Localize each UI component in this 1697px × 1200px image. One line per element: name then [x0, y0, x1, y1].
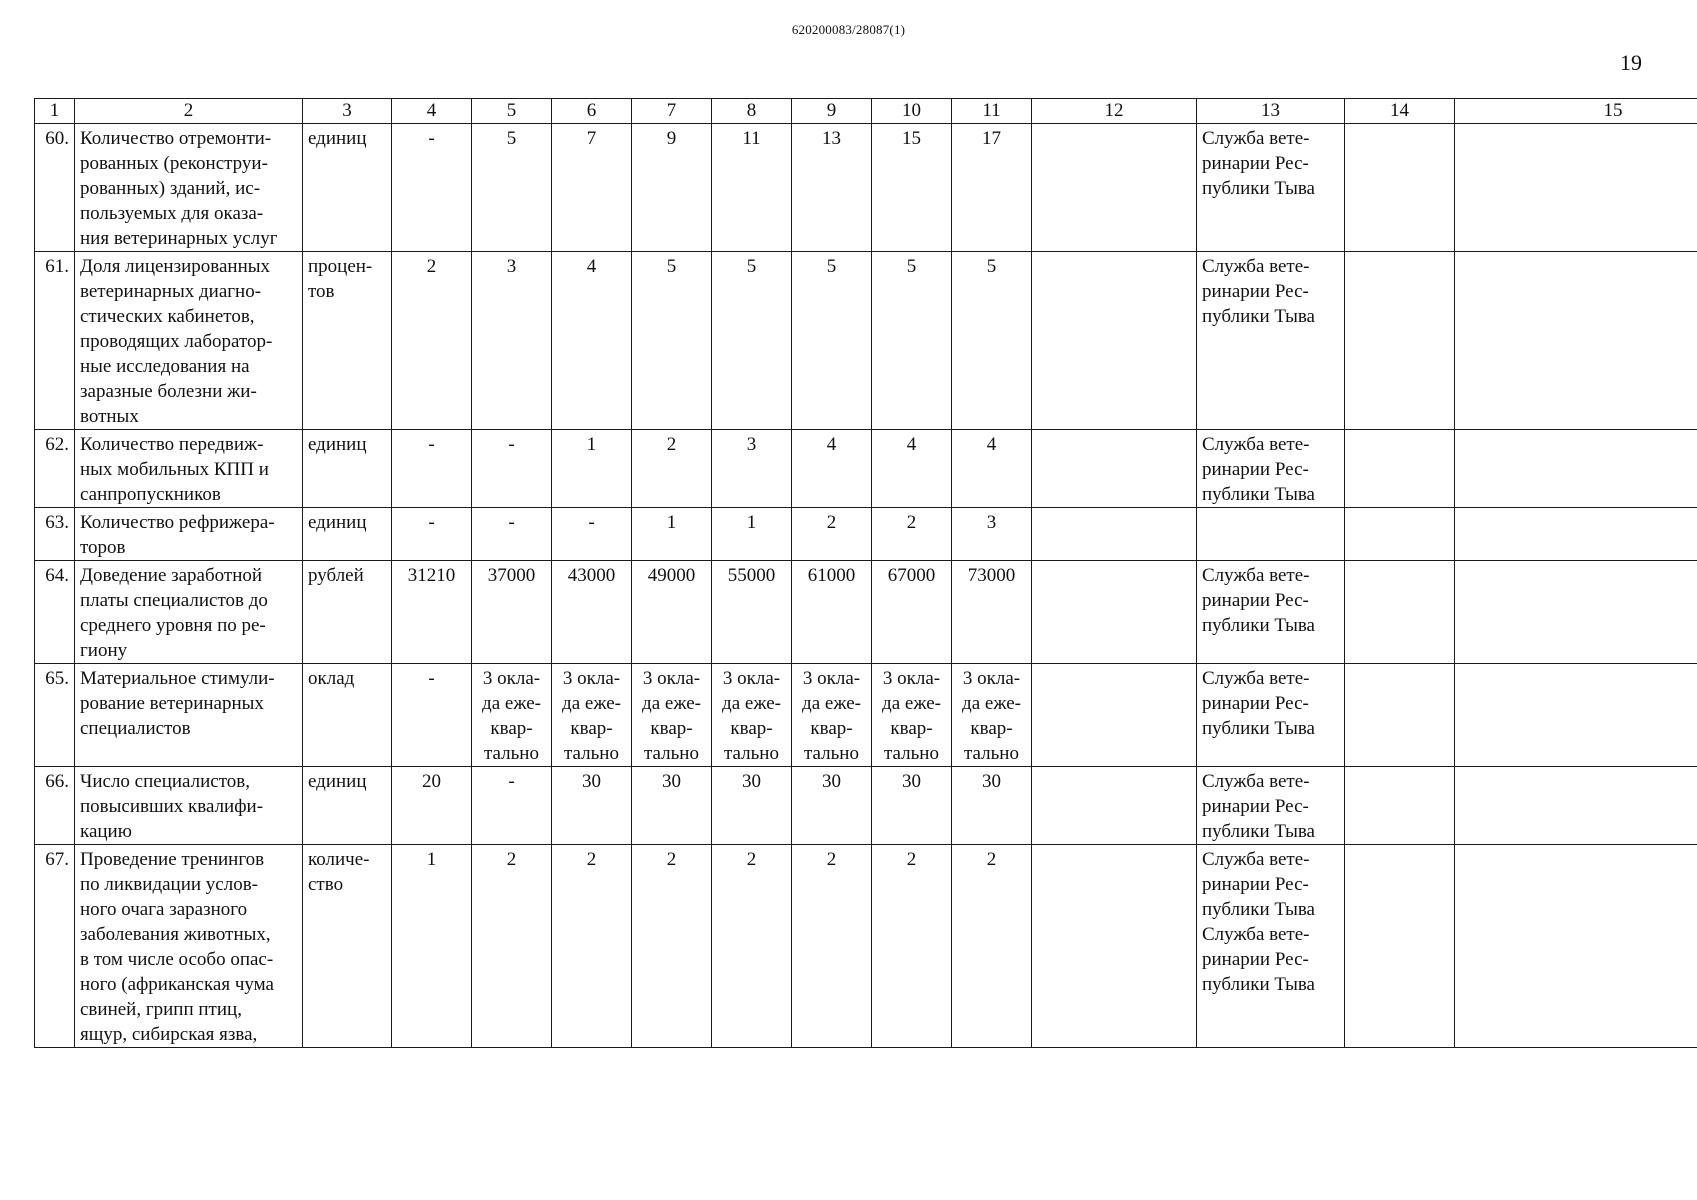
executor-cell: Служба вете- ринарии Рес- публики Тыва — [1197, 124, 1345, 252]
value-cell: 5 — [872, 252, 952, 430]
value-cell: 1 — [712, 508, 792, 561]
value-cell: 73000 — [952, 561, 1032, 664]
table-row — [35, 767, 1697, 845]
value-cell: 1 — [552, 430, 632, 508]
indicator-name: Количество отремонти- рованных (реконструи- рованных) зданий, ис- пользуемых для оказа- ния ветеринарных услуг — [75, 124, 303, 252]
value-cell: - — [392, 508, 472, 561]
col-header: 8 — [712, 99, 792, 124]
col-header: 15 — [1455, 99, 1697, 124]
empty-cell — [1032, 430, 1197, 508]
row-number: 60. — [35, 124, 75, 252]
col-header: 6 — [552, 99, 632, 124]
indicator-name: Материальное стимули- рование ветеринарных специалистов — [75, 664, 303, 767]
col-header: 12 — [1032, 99, 1197, 124]
value-cell: 5 — [472, 124, 552, 252]
value-cell: 3 окла- да еже- квар- тально — [472, 664, 552, 767]
row-number: 61. — [35, 252, 75, 430]
value-cell: 11 — [712, 124, 792, 252]
value-cell: - — [392, 664, 472, 767]
value-cell: - — [472, 508, 552, 561]
value-cell: 4 — [872, 430, 952, 508]
indicator-name: Доведение заработной платы специалистов до среднего уровня по ре- гиону — [75, 561, 303, 664]
unit-cell: единиц — [303, 124, 392, 252]
col-header: 11 — [952, 99, 1032, 124]
value-cell: 2 — [792, 508, 872, 561]
value-cell: 61000 — [792, 561, 872, 664]
table-row — [35, 252, 1697, 430]
row-number: 63. — [35, 508, 75, 561]
empty-cell — [1455, 664, 1697, 767]
value-cell: 2 — [472, 845, 552, 1048]
value-cell: 3 окла- да еже- квар- тально — [952, 664, 1032, 767]
col-header: 7 — [632, 99, 712, 124]
value-cell: 4 — [792, 430, 872, 508]
value-cell: 30 — [712, 767, 792, 845]
empty-cell — [1455, 252, 1697, 430]
value-cell: 31210 — [392, 561, 472, 664]
table-row — [35, 124, 1697, 252]
empty-cell — [1032, 767, 1197, 845]
value-cell: 1 — [392, 845, 472, 1048]
value-cell: 2 — [392, 252, 472, 430]
unit-cell: количе- ство — [303, 845, 392, 1048]
value-cell: 2 — [872, 845, 952, 1048]
indicator-name: Количество передвиж- ных мобильных КПП и санпропускников — [75, 430, 303, 508]
value-cell: 3 окла- да еже- квар- тально — [712, 664, 792, 767]
col-header: 2 — [75, 99, 303, 124]
value-cell: 3 окла- да еже- квар- тально — [872, 664, 952, 767]
col-header: 3 — [303, 99, 392, 124]
value-cell: 30 — [872, 767, 952, 845]
value-cell: 17 — [952, 124, 1032, 252]
empty-cell — [1032, 664, 1197, 767]
indicator-name: Число специалистов, повысивших квалифи- кацию — [75, 767, 303, 845]
value-cell: 1 — [632, 508, 712, 561]
value-cell: - — [472, 430, 552, 508]
empty-cell — [1032, 252, 1197, 430]
unit-cell: единиц — [303, 508, 392, 561]
executor-cell: Служба вете- ринарии Рес- публики Тыва — [1197, 252, 1345, 430]
empty-cell — [1455, 508, 1697, 561]
value-cell: 30 — [632, 767, 712, 845]
table-body — [35, 124, 1697, 1048]
col-header: 10 — [872, 99, 952, 124]
empty-cell — [1032, 124, 1197, 252]
value-cell: 3 — [472, 252, 552, 430]
value-cell: 67000 — [872, 561, 952, 664]
row-number: 64. — [35, 561, 75, 664]
value-cell: 3 — [952, 508, 1032, 561]
table-row — [35, 845, 1697, 1048]
table-row — [35, 430, 1697, 508]
value-cell: 5 — [792, 252, 872, 430]
unit-cell: процен- тов — [303, 252, 392, 430]
empty-cell — [1345, 664, 1455, 767]
value-cell: 2 — [792, 845, 872, 1048]
col-header: 5 — [472, 99, 552, 124]
executor-cell: Служба вете- ринарии Рес- публики Тыва — [1197, 430, 1345, 508]
value-cell: 43000 — [552, 561, 632, 664]
value-cell: - — [472, 767, 552, 845]
value-cell: 2 — [872, 508, 952, 561]
col-header: 9 — [792, 99, 872, 124]
empty-cell — [1455, 430, 1697, 508]
col-header: 13 — [1197, 99, 1345, 124]
page-number: 19 — [1620, 50, 1642, 75]
value-cell: 3 окла- да еже- квар- тально — [552, 664, 632, 767]
indicators-table — [34, 98, 1697, 1048]
row-number: 65. — [35, 664, 75, 767]
value-cell: 55000 — [712, 561, 792, 664]
col-header: 4 — [392, 99, 472, 124]
value-cell: 9 — [632, 124, 712, 252]
document-code: 620200083/28087(1) — [791, 22, 906, 37]
value-cell: 3 окла- да еже- квар- тально — [632, 664, 712, 767]
value-cell: 3 окла- да еже- квар- тально — [792, 664, 872, 767]
value-cell: 4 — [552, 252, 632, 430]
empty-cell — [1455, 767, 1697, 845]
empty-cell — [1345, 430, 1455, 508]
empty-cell — [1345, 124, 1455, 252]
row-number: 66. — [35, 767, 75, 845]
value-cell: 13 — [792, 124, 872, 252]
header-row — [35, 99, 1697, 124]
value-cell: 15 — [872, 124, 952, 252]
value-cell: 2 — [632, 845, 712, 1048]
value-cell: 2 — [632, 430, 712, 508]
empty-cell — [1455, 845, 1697, 1048]
col-header: 14 — [1345, 99, 1455, 124]
table-row — [35, 664, 1697, 767]
row-number: 62. — [35, 430, 75, 508]
empty-cell — [1032, 561, 1197, 664]
empty-cell — [1345, 845, 1455, 1048]
executor-cell: Служба вете- ринарии Рес- публики Тыва — [1197, 664, 1345, 767]
empty-cell — [1345, 767, 1455, 845]
unit-cell: оклад — [303, 664, 392, 767]
executor-cell: Служба вете- ринарии Рес- публики Тыва Служба вете- ринарии Рес- публики Тыва — [1197, 845, 1345, 1048]
value-cell: 30 — [952, 767, 1032, 845]
value-cell: 49000 — [632, 561, 712, 664]
value-cell: - — [552, 508, 632, 561]
value-cell: 7 — [552, 124, 632, 252]
value-cell: 37000 — [472, 561, 552, 664]
empty-cell — [1345, 508, 1455, 561]
empty-cell — [1345, 561, 1455, 664]
value-cell: 5 — [952, 252, 1032, 430]
empty-cell — [1455, 124, 1697, 252]
table-row — [35, 561, 1697, 664]
unit-cell: рублей — [303, 561, 392, 664]
value-cell: 3 — [712, 430, 792, 508]
value-cell: 20 — [392, 767, 472, 845]
value-cell: 5 — [712, 252, 792, 430]
row-number: 67. — [35, 845, 75, 1048]
executor-cell — [1197, 508, 1345, 561]
value-cell: - — [392, 430, 472, 508]
value-cell: 30 — [552, 767, 632, 845]
value-cell: 4 — [952, 430, 1032, 508]
empty-cell — [1032, 508, 1197, 561]
value-cell: 2 — [952, 845, 1032, 1048]
empty-cell — [1032, 845, 1197, 1048]
value-cell: 5 — [632, 252, 712, 430]
value-cell: - — [392, 124, 472, 252]
indicator-name: Доля лицензированных ветеринарных диагно- стических кабинетов, проводящих лаборатор- ные исследования на заразные болезни жи- вотных — [75, 252, 303, 430]
indicator-name: Проведение тренингов по ликвидации услов- ного очага заразного заболевания животных, в том числе особо опас- ного (африканская чума свиней, грипп птиц, ящур, сибирская язва, — [75, 845, 303, 1048]
col-header: 1 — [35, 99, 75, 124]
empty-cell — [1345, 252, 1455, 430]
unit-cell: единиц — [303, 767, 392, 845]
indicator-name: Количество рефрижера- торов — [75, 508, 303, 561]
value-cell: 2 — [712, 845, 792, 1048]
value-cell: 30 — [792, 767, 872, 845]
table-row — [35, 508, 1697, 561]
value-cell: 2 — [552, 845, 632, 1048]
executor-cell: Служба вете- ринарии Рес- публики Тыва — [1197, 561, 1345, 664]
empty-cell — [1455, 561, 1697, 664]
unit-cell: единиц — [303, 430, 392, 508]
executor-cell: Служба вете- ринарии Рес- публики Тыва — [1197, 767, 1345, 845]
